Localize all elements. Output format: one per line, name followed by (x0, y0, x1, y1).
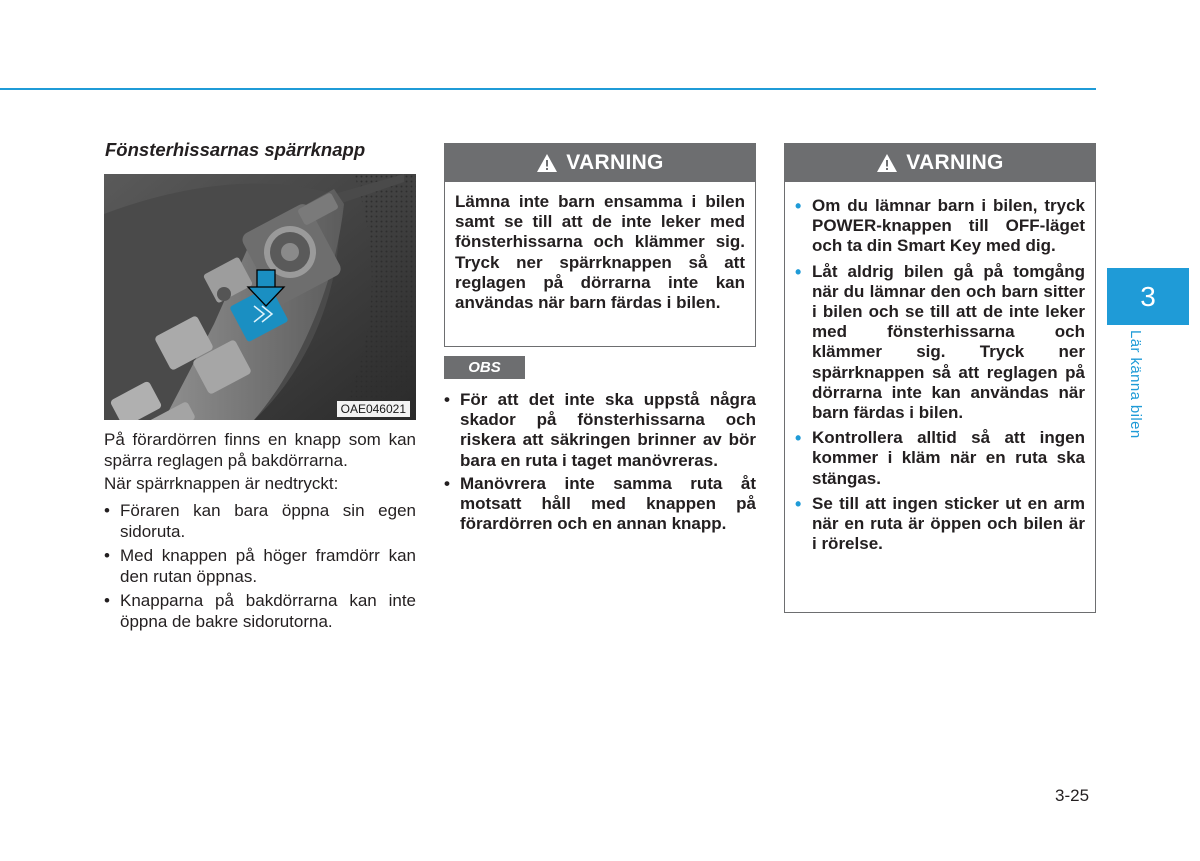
list-item: • För att det inte ska uppstå några skador på fönsterhissarna och riskera att säkringen brinner av bör bara en ruta i taget manövreras. (444, 390, 756, 471)
chapter-tab: 3 (1107, 268, 1189, 325)
door-panel-photo (104, 174, 416, 420)
chapter-label (1128, 330, 1148, 460)
warning-box-safety (784, 143, 1096, 613)
list-item: • Se till att ingen sticker ut en arm när en ruta är öppen och bilen är i rörelse. (795, 494, 1085, 555)
obs-list (444, 390, 756, 537)
list-item: • Låt aldrig bilen gå på tomgång när du lämnar den och barn sitter i bilen och se till att de inte leker med fönsterhissarna och klämmer sig. Tryck ner spärrknappen så att reglagen på dörrarna inte kan användas när barn färdas i bilen. (795, 262, 1085, 424)
warning-title: VARNING (906, 151, 1004, 174)
obs-label: OBS (444, 356, 525, 379)
list-item: • Knapparna på bakdörrarna kan inte öppna de bakre sidorutorna. (104, 590, 416, 632)
top-rule (0, 88, 1096, 90)
warning-box-children (444, 143, 756, 347)
list-item: • Föraren kan bara öppna sin egen sidoruta. (104, 500, 416, 542)
chapter-label-text: Lär känna bilen (1127, 330, 1144, 439)
page-number: 3-25 (1055, 786, 1090, 805)
list-item: • Kontrollera alltid så att ingen kommer i kläm när en ruta ska stängas. (795, 428, 1085, 489)
warning-list (785, 182, 1095, 554)
list-item: • Med knappen på höger framdörr kan den rutan öppnas. (104, 545, 416, 587)
list-item: • Om du lämnar barn i bilen, tryck POWER-knappen till OFF-läget och ta din Smart Key med dig. (795, 196, 1085, 257)
warning-header (445, 144, 755, 182)
door-panel-illustration (104, 174, 416, 420)
image-code: OAE046021 (337, 401, 410, 417)
warning-title: VARNING (566, 151, 664, 174)
intro-paragraph: På förardörren finns en knapp som kan spärra reglagen på bakdörrarna. (104, 430, 416, 470)
list-item: • Manövrera inte samma ruta åt motsatt håll med knappen på förardörren och en annan knapp. (444, 474, 756, 535)
warning-triangle-icon (876, 153, 898, 173)
condition-paragraph: När spärrknappen är nedtryckt: (104, 474, 339, 493)
warning-triangle-icon (536, 153, 558, 173)
warning-header (785, 144, 1095, 182)
lock-effects-list (104, 500, 416, 635)
section-title: Fönsterhissarnas spärrknapp (105, 139, 366, 160)
warning-text: Lämna inte barn ensamma i bilen samt se till att de inte leker med fönsterhissarna och klämmer sig. Tryck ner spärrknappen så att reglagen på dörrarna inte kan användas när barn färdas i bilen. (455, 192, 745, 313)
